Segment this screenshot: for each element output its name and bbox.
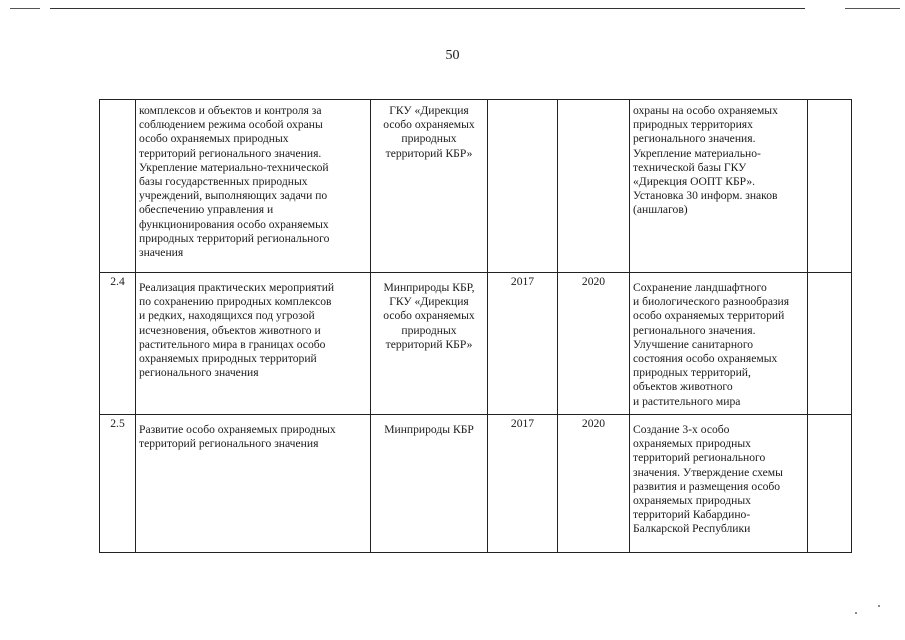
executor-cell-line: особо охраняемых (383, 309, 475, 323)
measure-name-cell-line: соблюдением режима особой охраны (139, 118, 323, 132)
expected-result-cell-line: значения. Утверждение схемы (633, 465, 783, 479)
expected-result-cell-line: природных территорий, (633, 366, 751, 380)
measure-name-cell-line: охраняемых природных территорий (139, 352, 317, 366)
top-scan-rule-right (845, 8, 900, 9)
item-number-cell-text: 2.5 (110, 417, 125, 430)
item-number-cell (100, 415, 136, 553)
expected-result-cell-line: Установка 30 информ. знаков (633, 189, 778, 203)
expected-result-cell-line: Сохранение ландшафтного (633, 281, 767, 294)
executor-cell-line: ГКУ «Дирекция (389, 104, 469, 117)
end-year-cell (558, 415, 630, 553)
end-year-cell (558, 273, 630, 415)
expected-result-cell-line: и растительного мира (633, 394, 741, 408)
end-year-cell-text: 2020 (581, 417, 606, 430)
scan-speck (878, 605, 880, 607)
table-row (100, 273, 852, 415)
start-year-cell (488, 415, 558, 553)
measure-name-cell-line: территорий регионального значения (139, 437, 319, 451)
item-number-cell (100, 273, 136, 415)
measure-name-cell-line: обеспечению управления и (139, 203, 274, 217)
expected-result-cell-line: Создание 3-х особо (633, 423, 730, 436)
measure-name-cell-line: учреждений, выполняющих задачи по (139, 189, 328, 203)
expected-result-cell (630, 100, 808, 273)
executor-cell-line: природных (401, 132, 457, 146)
expected-result-cell-line: развития и размещения особо (633, 479, 781, 493)
expected-result-cell-line: технической базы ГКУ (633, 160, 747, 174)
end-year-cell (558, 100, 630, 273)
measure-name-cell (136, 100, 371, 273)
top-scan-rule (50, 8, 805, 9)
expected-result-cell-line: Укрепление материально- (633, 146, 761, 160)
expected-result-cell-line: Улучшение санитарного (633, 337, 754, 351)
table-row (100, 415, 852, 553)
measure-name-cell-line: по сохранению природных комплексов (139, 295, 332, 309)
item-number-cell-text: 2.4 (110, 275, 125, 288)
measure-name-cell (136, 273, 371, 415)
measure-name-cell-line: значения (139, 246, 184, 260)
expected-result-cell-line: регионального значения. (633, 323, 756, 337)
expected-result-cell (630, 415, 808, 553)
executor-cell-line: Минприроды КБР (384, 423, 474, 436)
start-year-cell-text: 2017 (510, 417, 535, 430)
page-number: 50 (445, 48, 460, 63)
executor-cell (371, 100, 488, 273)
measure-name-cell-line: растительного мира в границах особо (139, 337, 326, 351)
expected-result-cell-line: объектов животного (633, 380, 733, 394)
executor-cell-line: ГКУ «Дирекция (389, 295, 469, 309)
item-number-cell (100, 100, 136, 273)
expected-result-cell-line: территорий Кабардино- (633, 508, 751, 522)
notes-cell (808, 273, 852, 415)
measure-name-cell-line: исчезновения, объектов животного и (139, 323, 321, 337)
start-year-cell-text: 2017 (510, 275, 535, 288)
expected-result-cell-line: Балкарской Республики (633, 522, 751, 536)
expected-result-cell-line: (аншлагов) (633, 203, 688, 217)
measure-name-cell-line: особо охраняемых природных (139, 132, 289, 146)
start-year-cell (488, 273, 558, 415)
expected-result-cell-line: состояния особо охраняемых (633, 352, 778, 366)
measure-name-cell-line: регионального значения (139, 366, 259, 380)
expected-result-cell (630, 273, 808, 415)
expected-result-cell-line: и биологического разнообразия (633, 295, 790, 309)
measure-name-cell-line: функционирования особо охраняемых (139, 217, 329, 231)
measure-name-cell-line: Развитие особо охраняемых природных (139, 423, 336, 436)
measure-name-cell-line: территорий регионального значения. (139, 146, 322, 160)
expected-result-cell-line: территорий регионального (633, 451, 766, 465)
executor-cell (371, 415, 488, 553)
executor-cell-line: территорий КБР» (385, 337, 473, 351)
expected-result-cell-line: охраняемых природных (633, 437, 751, 451)
notes-cell (808, 100, 852, 273)
expected-result-cell-line: природных территориях (633, 118, 753, 132)
table-row (100, 100, 852, 273)
scan-speck (855, 612, 857, 614)
top-scan-rule-left (10, 8, 40, 9)
expected-result-cell-line: регионального значения. (633, 132, 756, 146)
end-year-cell-text: 2020 (581, 275, 606, 288)
measure-name-cell-line: комплексов и объектов и контроля за (139, 104, 322, 117)
measure-name-cell-line: базы государственных природных (139, 175, 308, 189)
measure-name-cell (136, 415, 371, 553)
notes-cell (808, 415, 852, 553)
measure-name-cell-line: Укрепление материально-технической (139, 160, 329, 174)
start-year-cell (488, 100, 558, 273)
measure-name-cell-line: природных территорий регионального (139, 231, 330, 245)
measure-name-cell-line: и редких, находящихся под угрозой (139, 309, 315, 323)
executor-cell-line: территорий КБР» (385, 146, 473, 160)
program-measures-table (99, 99, 852, 553)
expected-result-cell-line: охраняемых природных (633, 494, 751, 508)
expected-result-cell-line: охраны на особо охраняемых (633, 104, 778, 117)
expected-result-cell-line: «Дирекция ООПТ КБР». (633, 175, 756, 189)
expected-result-cell-line: особо охраняемых территорий (633, 309, 785, 323)
executor-cell-line: Минприроды КБР, (383, 281, 475, 294)
executor-cell-line: особо охраняемых (383, 118, 475, 132)
measure-name-cell-line: Реализация практических мероприятий (139, 281, 335, 294)
executor-cell (371, 273, 488, 415)
executor-cell-line: природных (401, 323, 457, 337)
